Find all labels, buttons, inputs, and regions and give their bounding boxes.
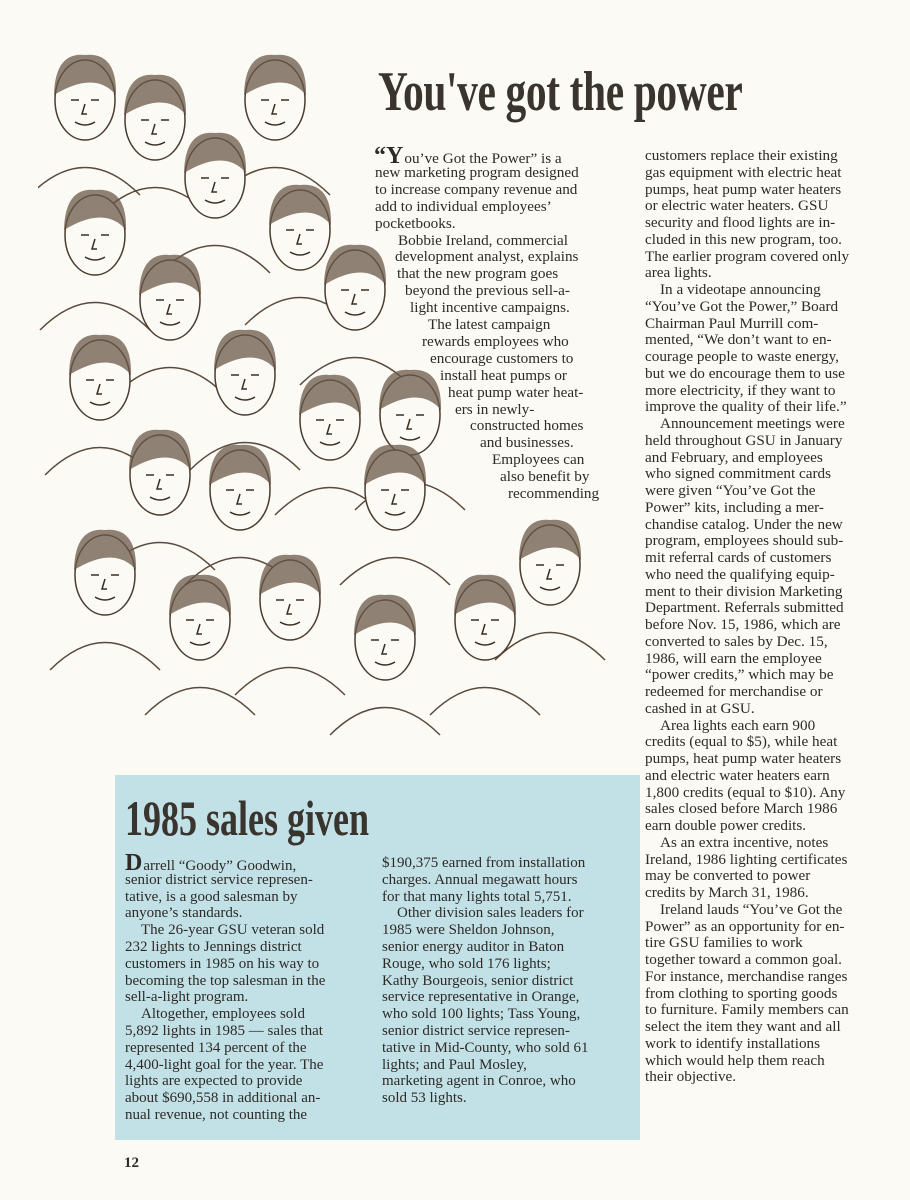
- portrait-face: [340, 445, 450, 585]
- text-line: constructed homes: [470, 417, 584, 435]
- text-line: Department. Referrals submitted: [645, 599, 844, 617]
- text-line: pumps, heat pump water heaters: [645, 180, 842, 198]
- drop-cap: “Y: [374, 143, 404, 169]
- text-line: service representative in Orange,: [382, 989, 580, 1006]
- text-line: 5,892 lights in 1985 — sales that: [125, 1023, 323, 1039]
- text-line: Chairman Paul Murrill com-: [645, 314, 819, 332]
- text-line: rewards employees who: [422, 332, 569, 350]
- text-line: work to identify installations: [645, 1034, 821, 1052]
- text-line: senior energy auditor in Baton: [382, 939, 565, 955]
- text-line: Announcement meetings were: [660, 415, 845, 432]
- text-line: who sold 100 lights; Tass Young,: [382, 1006, 581, 1023]
- text-line: 1,800 credits (equal to $10). Any: [645, 783, 846, 801]
- text-line: As an extra incentive, notes: [660, 833, 829, 851]
- text-line: sales closed before March 1986: [645, 800, 838, 818]
- text-line: may be converted to power: [645, 867, 811, 885]
- text-line: program, employees should sub-: [645, 532, 844, 550]
- text-line: from clothing to sporting goods: [645, 984, 838, 1002]
- text-line: install heat pumps or: [440, 366, 567, 384]
- text-line: mented, “We don’t want to en-: [645, 331, 832, 349]
- sidebar-title: 1985 sales given: [125, 790, 370, 846]
- text-line: light incentive campaigns.: [410, 299, 570, 317]
- text-line: which would help them reach: [645, 1051, 825, 1069]
- text-line: anyone’s standards.: [125, 905, 243, 922]
- text-line: 232 lights to Jennings district: [125, 939, 302, 955]
- text-line: to increase company revenue and: [375, 180, 578, 198]
- text-line: select the item they want and all: [645, 1018, 841, 1035]
- text-line: arrell “Goody” Goodwin,: [143, 858, 297, 874]
- text-line: nual revenue, not counting the: [125, 1107, 308, 1123]
- text-line: lights; and Paul Mosley,: [382, 1056, 527, 1073]
- text-line: tative, is a good salesman by: [125, 888, 298, 905]
- text-line: becoming the top salesman in the: [125, 972, 326, 989]
- portrait-face: [235, 555, 345, 695]
- text-line: mit referral cards of customers: [645, 549, 832, 566]
- portrait-face: [330, 595, 440, 735]
- text-line: sell-a-light program.: [125, 989, 249, 1006]
- text-line: customers in 1985 on his way to: [125, 955, 320, 972]
- text-line: tire GSU families to work: [645, 934, 803, 952]
- text-line: The 26-year GSU veteran sold: [141, 922, 325, 939]
- text-line: Bobbie Ireland, commercial: [398, 231, 568, 249]
- text-line: “You’ve Got the Power,” Board: [645, 297, 839, 315]
- text-line: pocketbooks.: [375, 214, 456, 232]
- portrait-face: [160, 133, 270, 273]
- text-line: Kathy Bourgeois, senior district: [382, 972, 574, 989]
- text-line: represented 134 percent of the: [125, 1039, 307, 1056]
- text-line: redeemed for merchandise or: [645, 683, 823, 700]
- text-line: were given “You’ve Got the: [645, 482, 816, 499]
- text-line: Ireland, 1986 lighting certificates: [645, 850, 848, 868]
- text-line: courage people to waste energy,: [645, 348, 839, 365]
- portrait-face: [430, 575, 540, 715]
- portrait-face: [40, 190, 150, 330]
- text-line: credits by March 31, 1986.: [645, 884, 809, 901]
- text-line: Power” as an opportunity for en-: [645, 917, 845, 935]
- text-line: tative in Mid-County, who sold 61: [382, 1039, 589, 1056]
- text-line: before Nov. 15, 1986, which are: [645, 616, 841, 633]
- text-line: heat pump water heat-: [448, 383, 584, 401]
- text-line: lights are expected to provide: [125, 1073, 303, 1090]
- text-line: The latest campaign: [428, 316, 551, 333]
- text-line: pumps, heat pump water heaters: [645, 750, 842, 767]
- text-line: development analyst, explains: [395, 248, 579, 266]
- text-line: 1986, will earn the employee: [645, 649, 822, 667]
- text-line: who need the qualifying equip-: [645, 565, 835, 583]
- text-line: converted to sales by Dec. 15,: [645, 632, 828, 650]
- text-line: senior district service represen-: [125, 871, 313, 888]
- text-line: Altogether, employees sold: [141, 1006, 305, 1023]
- text-line: to furniture. Family members can: [645, 1001, 849, 1019]
- text-line: also benefit by: [500, 468, 590, 486]
- text-line: Other division sales leaders for: [397, 905, 584, 922]
- portrait-face: [145, 575, 255, 715]
- text-line: and businesses.: [480, 434, 574, 452]
- text-line: who signed commitment cards: [645, 465, 832, 483]
- text-line: customers replace their existing: [645, 147, 838, 164]
- text-line: 1985 were Sheldon Johnson,: [382, 922, 555, 939]
- text-line: charges. Annual megawatt hours: [382, 871, 578, 888]
- article-title: You've got the power: [378, 61, 743, 123]
- text-line: new marketing program designed: [375, 163, 579, 181]
- text-line: credits (equal to $5), while heat: [645, 733, 838, 751]
- text-line: improve the quality of their life.”: [645, 398, 847, 416]
- text-line: ers in newly-: [455, 400, 535, 418]
- text-line: “power credits,” which may be: [645, 666, 834, 684]
- text-line: cashed in at GSU.: [645, 699, 755, 717]
- text-line: cluded in this new program, too.: [645, 230, 842, 248]
- text-line: or electric water heaters. GSU: [645, 197, 829, 215]
- text-line: but we do encourage them to use: [645, 364, 845, 382]
- text-line: earn double power credits.: [645, 817, 807, 834]
- text-line: their objective.: [645, 1068, 737, 1086]
- text-line: for that many lights total 5,751.: [382, 888, 572, 905]
- text-line: Power” kits, including a mer-: [645, 498, 824, 516]
- text-line: area lights.: [645, 264, 712, 282]
- text-line: Ireland lauds “You’ve Got the: [660, 900, 843, 918]
- page-number: 12: [124, 1155, 139, 1171]
- text-line: sold 53 lights.: [382, 1090, 467, 1107]
- drop-cap: D: [125, 850, 143, 876]
- text-line: Employees can: [492, 451, 585, 469]
- text-line: add to individual employees’: [375, 197, 552, 215]
- text-line: In a videotape announcing: [660, 281, 821, 298]
- portrait-face: [300, 245, 410, 385]
- text-line: and electric water heaters earn: [645, 766, 830, 784]
- text-line: more electricity, if they want to: [645, 381, 836, 399]
- text-line: 4,400-light goal for the year. The: [125, 1056, 324, 1073]
- text-line: marketing agent in Conroe, who: [382, 1073, 576, 1090]
- text-line: ment to their division Marketing: [645, 582, 843, 600]
- text-line: ou’ve Got the Power” is a: [404, 150, 562, 167]
- text-line: Area lights each earn 900: [660, 716, 816, 734]
- text-line: held throughout GSU in January: [645, 431, 843, 449]
- portrait-face: [50, 530, 160, 670]
- text-line: gas equipment with electric heat: [645, 163, 842, 181]
- text-line: that the new program goes: [397, 265, 559, 283]
- text-line: $190,375 earned from installation: [382, 855, 586, 871]
- text-line: recommending: [508, 485, 600, 502]
- text-line: together toward a common goal.: [645, 951, 842, 968]
- text-line: chandise catalog. Under the new: [645, 515, 843, 533]
- text-line: The earlier program covered only: [645, 247, 850, 265]
- text-line: beyond the previous sell-a-: [405, 282, 570, 300]
- sidebar-box: [115, 775, 640, 1140]
- text-line: senior district service represen-: [382, 1023, 570, 1039]
- text-line: security and flood lights are in-: [645, 214, 836, 231]
- portrait-face: [115, 255, 225, 395]
- text-line: encourage customers to: [430, 349, 574, 367]
- text-line: and February, and employees: [645, 448, 823, 466]
- text-line: Rouge, who sold 176 lights;: [382, 955, 551, 972]
- text-line: For instance, merchandise ranges: [645, 967, 848, 985]
- text-line: about $690,558 in additional an-: [125, 1090, 321, 1107]
